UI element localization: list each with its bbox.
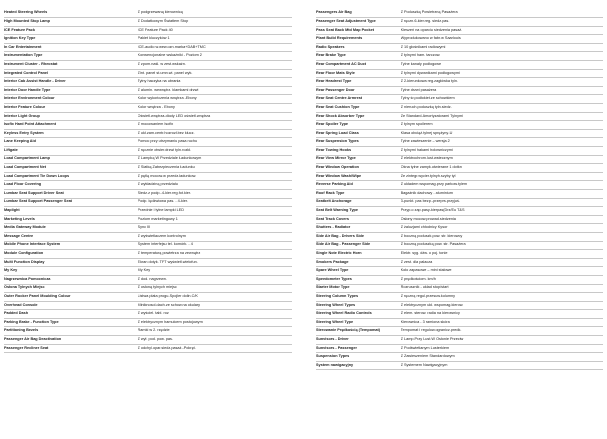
spec-name: Rear View Mirror Type (316, 155, 401, 164)
spec-value: Kieszeń na oparciu siedzenia pasaż. (401, 26, 603, 35)
spec-value: Ekran dotyk. TFT wyświetl.wielofun. (138, 258, 292, 267)
spec-name: Seat Belt Warning Type (316, 207, 401, 216)
spec-value: Z Podświetlanym Lusterkiem (401, 344, 603, 353)
spec-value: ICE Feature Pack 40 (138, 26, 292, 35)
spec-value: Listwa plata progu-Spojler dolin.C/K (138, 293, 292, 302)
spec-row (4, 104, 292, 113)
spec-value: Z Systemem Nawigacyjnym (401, 361, 603, 370)
spec-value: Poziom marketingowy 1 (138, 215, 292, 224)
spec-value: Z ręcznie otwier.drzwi tyln.rozkł. (138, 147, 292, 156)
spec-value: Z odchyl.opar.siedz.pasaż.-Pokręt. (138, 344, 292, 353)
spec-name: Lumbar Seat Support Driver Seat (4, 189, 138, 198)
spec-row (316, 284, 603, 293)
spec-name: Rear Floor Mats Style (316, 69, 401, 78)
spec-row (316, 241, 603, 250)
spec-name: Rear Shock Absorber Type (316, 112, 401, 121)
spec-row (316, 181, 603, 190)
spec-row (4, 310, 292, 319)
spec-name: Rear Seat Centre Armrest (316, 95, 401, 104)
spec-name: Lumbar Seat Support Passenger Seat (4, 198, 138, 207)
spec-value: Z ukł.zam.centr.hozrozł.bez klucz. (138, 129, 292, 138)
spec-row (316, 69, 603, 78)
spec-name: Nagrzewnica Pomocnicza (4, 275, 138, 284)
spec-value: Z zpom.naśl. w zest.wskaźn. (138, 61, 292, 70)
spec-name: Steering Wheel Types (316, 301, 401, 310)
spec-row (4, 52, 292, 61)
spec-name: Seat Track Covers (316, 215, 401, 224)
spec-value: Przednie i tylne lampki LED (138, 207, 292, 216)
spec-row (316, 52, 603, 61)
spec-row (316, 361, 603, 370)
spec-row (316, 129, 603, 138)
spec-row (316, 327, 603, 336)
spec-row (316, 353, 603, 362)
spec-row (4, 241, 292, 250)
spec-value: Z tylnymi dywanikami podłogowymi (401, 69, 603, 78)
spec-name: Overhead Console (4, 301, 138, 310)
spec-row (316, 275, 603, 284)
spec-name: Side Air Bag - Drivers Side (316, 232, 401, 241)
spec-value: Z elektrycznym hamulcem postojowym (138, 318, 292, 327)
spec-row (316, 344, 603, 353)
spec-value: Z Lamp.Przy Lust.W Osłonie Przeciw (401, 336, 603, 345)
spec-row (316, 138, 603, 147)
spec-row (4, 215, 292, 224)
spec-name: Module Configuration (4, 250, 138, 259)
spec-value: Z wykładziną przedziału (138, 181, 292, 190)
spec-name: Heated Steering Wheels (4, 9, 138, 18)
spec-row (4, 318, 292, 327)
spec-value: Z osłoną tylnych miejsc (138, 284, 292, 293)
spec-name: Maplight (4, 207, 138, 216)
spec-row (316, 155, 603, 164)
spec-row (4, 172, 292, 181)
spec-value: Sync III (138, 224, 292, 233)
spec-value: Z elem. sterow. radia na kierownicy (401, 310, 603, 319)
spec-value: 3-punkt. pas bezp.-przeprs.przyjuś. (401, 198, 603, 207)
spec-row (316, 18, 603, 27)
spec-value: Przyp.o zap.pasy-kierpas(Drz/Eu T&S (401, 207, 603, 216)
spec-value: Z 10 głośnikami radiowymi (401, 43, 603, 52)
spec-value: Podp. lędźwiowa pas. - 4-kier. (138, 198, 292, 207)
spec-name: Radio Speakers (316, 43, 401, 52)
spec-name: Single Note Electric Horn (316, 250, 401, 259)
spec-row (4, 181, 292, 190)
spec-value: Z Zawieszeniem Standardowym (401, 353, 603, 362)
left-spec-table (4, 9, 292, 353)
spec-name: Instrument Cluster - Rheostat (4, 61, 138, 70)
spec-name: Rear Passenger Door (316, 86, 401, 95)
spec-value: Tylne kanały podłogowe (401, 61, 603, 70)
spec-value: Z wyświetlaczem kontrolnym (138, 232, 292, 241)
spec-name: High Mounted Stop Lamp (4, 18, 138, 27)
spec-value: Z boczną poduszką pow. str. Pasażera (401, 241, 603, 250)
spec-name: Passenger Recliner Seat (4, 344, 138, 353)
spec-name: Interior Cab Assist Handle - Driver (4, 78, 138, 87)
spec-value: Ramki w 2. rzędzie (138, 327, 292, 336)
spec-value: Z boczną poduszk.pow. str. kierowcy (401, 232, 603, 241)
spec-value: Bagażnik dachowy - aluminium (401, 189, 603, 198)
spec-row (316, 104, 603, 113)
spec-value: Tylne zawieszenie – wersja 2 (401, 138, 603, 147)
spec-row (4, 284, 292, 293)
spec-value: Z dod. nagrzewn. (138, 275, 292, 284)
spec-row (316, 215, 603, 224)
spec-row (316, 61, 603, 70)
spec-value: Z zest. dla palacza (401, 258, 603, 267)
spec-name: Rear Brake Type (316, 52, 401, 61)
spec-row (316, 198, 603, 207)
spec-row (316, 164, 603, 173)
spec-value: Miniknosol.dach.ze schow.na okulary (138, 301, 292, 310)
spec-name: Outer Rocker Panel Moulding Colour (4, 293, 138, 302)
spec-row (4, 95, 292, 104)
spec-value: Z mocowaniem Isofix (138, 121, 292, 130)
spec-row (4, 327, 292, 336)
spec-name: Passengers Air Bag (316, 9, 401, 18)
spec-name: Multi Function Display (4, 258, 138, 267)
spec-value: My Key (138, 267, 292, 276)
spec-name: Liftgate (4, 147, 138, 156)
spec-name: System nawigacyjny (316, 361, 401, 370)
spec-value: Z temperaturą powietrza na zewnątrz (138, 250, 292, 259)
spec-row (4, 207, 292, 216)
spec-value: Z podgrzewaną kierownicą (138, 9, 292, 18)
spec-name: Steering Column Types (316, 293, 401, 302)
spec-name: Passenger Seat Adjustment Type (316, 18, 401, 27)
spec-row (316, 207, 603, 216)
spec-row (316, 26, 603, 35)
spec-name: Sunvisors - Passenger (316, 344, 401, 353)
right-spec-column (316, 9, 603, 370)
spec-value: Z elektrochrom.lust.wstecznym (401, 155, 603, 164)
spec-row (4, 61, 292, 70)
spec-value: Kierownica - 3 ramiona skóra (401, 318, 603, 327)
spec-row (316, 95, 603, 104)
spec-value: Z tylnymi hakami holowniczymi (401, 147, 603, 156)
spec-name: In Car Entertainment (4, 43, 138, 52)
spec-value: Konwencjonalne wskaźniki - Poziom 2 (138, 52, 292, 61)
spec-value: Z żaluzjami chłodnicy Kysor (401, 224, 603, 233)
spec-name: Passenger Air Bag Deactivation (4, 336, 138, 345)
spec-value: Z prędkościom. km/h (401, 275, 603, 284)
spec-name: Interior Door Handle Type (4, 86, 138, 95)
spec-value: Koło zapasowe – mini stalowe (401, 267, 603, 276)
spec-name: Load Compartment Net (4, 164, 138, 173)
spec-value: Z pętlą mocow.w przedz.ładunkow. (138, 172, 292, 181)
spec-name: Isofix Hard Point Attachment (4, 121, 138, 130)
spec-value: Zint. panel st.umn.wi. panel wyk. (138, 69, 292, 78)
spec-name: Interior Light Group (4, 112, 138, 121)
spec-row (4, 336, 292, 345)
spec-row (4, 224, 292, 233)
spec-name: Sunvisors - Driver (316, 336, 401, 345)
spec-name: Speedometer Types (316, 275, 401, 284)
spec-value: Z 2-kierunkowa reg.zagłówka tyln. (401, 78, 603, 87)
spec-row (316, 112, 603, 121)
spec-name: Rear Window Wash/Wipe (316, 172, 401, 181)
spec-name: Padded Dash (4, 310, 138, 319)
spec-row (316, 318, 603, 327)
spec-name: Rear Spoiler Type (316, 121, 401, 130)
spec-row (316, 172, 603, 181)
spec-value: Z Siatką Zabezpieczenia Ładunku (138, 164, 292, 173)
spec-name: Interior Environment Colour (4, 95, 138, 104)
spec-value: Z elektrycznym ukł. wspomag.kierow. (401, 301, 603, 310)
spec-row (4, 147, 292, 156)
spec-name: Rear Seat Cushion Type (316, 104, 401, 113)
spec-value: Okna tylne zamyk.otwierane 1 dotkn (401, 164, 603, 173)
spec-row (4, 9, 292, 18)
spec-value: Osłony mocow.prowad.siedzenia (401, 215, 603, 224)
spec-name: Mobile Phone Interface System (4, 241, 138, 250)
spec-name: Steering Wheel Radio Controls (316, 310, 401, 319)
spec-row (4, 155, 292, 164)
spec-row (4, 86, 292, 95)
spec-row (4, 164, 292, 173)
spec-value: Z nieruch.poduszką tyln.siedz. (401, 104, 603, 113)
spec-name: Keyless Entry System (4, 129, 138, 138)
spec-name: Sterowanie Prędkością (Tempomat) (316, 327, 401, 336)
spec-row (4, 18, 292, 27)
spec-value: Z ręczną regul.przesuw.kolumny (401, 293, 603, 302)
spec-name: Osłona Tylnych Miejsc (4, 284, 138, 293)
spec-row (4, 344, 292, 353)
spec-name: Seatbelt Anchorage (316, 198, 401, 207)
spec-value: Ze Standard.Amortyzatorami Tylnymi (401, 112, 603, 121)
spec-name: Suspension Types (316, 353, 401, 362)
spec-row (4, 301, 292, 310)
spec-value: ICE-audio w.wew.ozn.marka+DAB+TMC (138, 43, 292, 52)
spec-name: Spare Wheel Type (316, 267, 401, 276)
spec-row (316, 78, 603, 87)
spec-name: Partitioning Bezels (4, 327, 138, 336)
spec-row (316, 43, 603, 52)
spec-row (316, 310, 603, 319)
spec-value: Rozrusznik - układ stop/start (401, 284, 603, 293)
spec-row (4, 189, 292, 198)
spec-name: Integrated Control Panel (4, 69, 138, 78)
spec-name: Media Gateway Module (4, 224, 138, 233)
spec-value: Tylny śr.podłokiet.ze schowkiem (401, 95, 603, 104)
spec-row (4, 78, 292, 87)
spec-row (4, 138, 292, 147)
spec-value: Tempomat i regulow.ogranicz.predk. (401, 327, 603, 336)
left-spec-column (4, 9, 292, 353)
spec-value: Z Lampką W Przedziale Ładunkowym (138, 155, 292, 164)
spec-name: Roof Rack Type (316, 189, 401, 198)
spec-name: Load Compartment Lamp (4, 155, 138, 164)
spec-row (4, 198, 292, 207)
spec-name: Plant Build Requirements (316, 35, 401, 44)
spec-row (316, 86, 603, 95)
spec-name: Starter Motor Type (316, 284, 401, 293)
spec-name: Ignition Key Type (4, 35, 138, 44)
spec-name: Reverse Parking Aid (316, 181, 401, 190)
spec-row (316, 250, 603, 259)
spec-row (316, 232, 603, 241)
spec-value: Z tylnym spoilerem (401, 121, 603, 130)
spec-name: Rear Suspension Types (316, 138, 401, 147)
spec-value: Z ręczn.6-kier.reg. siedz.pas. (401, 18, 603, 27)
spec-name: Rear Headrest Type (316, 78, 401, 87)
spec-row (4, 69, 292, 78)
spec-name: Steering Wheel Type (316, 318, 401, 327)
spec-value: Kolor wnętrza - Ebony (138, 104, 292, 113)
spec-row (316, 121, 603, 130)
spec-row (316, 336, 603, 345)
spec-value: Tylne drzwi pasażera (401, 86, 603, 95)
spec-row (316, 189, 603, 198)
spec-name: Lane Keeping Aid (4, 138, 138, 147)
spec-value: Pakiet kluczyków 1 (138, 35, 292, 44)
spec-name: Load Floor Covering (4, 181, 138, 190)
spec-name: Message Centre (4, 232, 138, 241)
spec-name: ICE Feature Pack (4, 26, 138, 35)
spec-value: Pomoc przy utrzymaniu pasa ruchu (138, 138, 292, 147)
spec-row (316, 301, 603, 310)
spec-row (4, 293, 292, 302)
spec-value: Oświetl.wnętrza-diody LED oświetl.wnętrza (138, 112, 292, 121)
spec-value: Z wyściel. tabl. roz (138, 310, 292, 319)
spec-row (4, 275, 292, 284)
spec-row (316, 9, 603, 18)
spec-value: Klasa obciąż.tylnej sprężyny-U (401, 129, 603, 138)
spec-name: My Key (4, 267, 138, 276)
spec-row (316, 35, 603, 44)
spec-name: Interior Feature Colour (4, 104, 138, 113)
spec-value: Z alumin. wewnętrz. klamkami drzwi (138, 86, 292, 95)
spec-row (316, 147, 603, 156)
spec-row (4, 121, 292, 130)
spec-value: Kolor wykończenia wnętrza -Ebony (138, 95, 292, 104)
spec-name: Smokers Package (316, 258, 401, 267)
spec-name: Parking Brake - Function Type (4, 318, 138, 327)
right-spec-table (316, 9, 603, 370)
spec-name: Rear Towing Hooks (316, 147, 401, 156)
spec-row (4, 26, 292, 35)
spec-row (4, 112, 292, 121)
spec-value: Z wył. pod. pow. pas. (138, 336, 292, 345)
spec-name: Rear Compartment AC Duct (316, 61, 401, 70)
spec-row (316, 224, 603, 233)
spec-value: System interfejsu tel. komórk. - 4 (138, 241, 292, 250)
spec-name: Pass Seat Back Mtd Map Pocket (316, 26, 401, 35)
spec-name: Shutters - Radiator (316, 224, 401, 233)
spec-row (4, 129, 292, 138)
spec-value: Ze zintegr.wycier.tylnyh.szyby tyl (401, 172, 603, 181)
spec-row (4, 35, 292, 44)
spec-row (4, 232, 292, 241)
spec-value: Z Dodatkowym Światłem Stop (138, 18, 292, 27)
spec-name: Rear Spring Load Class (316, 129, 401, 138)
spec-value: Wyprodukowano w fabr.w Saarlouis (401, 35, 603, 44)
spec-row (4, 258, 292, 267)
spec-row (316, 293, 603, 302)
spec-name: Instrumentation Type (4, 52, 138, 61)
spec-value: Elektr. syg. dźw. o poj. tonie (401, 250, 603, 259)
spec-name: Load Compartment Tie Down Loops (4, 172, 138, 181)
spec-row (4, 43, 292, 52)
spec-row (4, 267, 292, 276)
spec-value: Z tylnymi ham. tarczow. (401, 52, 603, 61)
spec-row (316, 267, 603, 276)
spec-value: Tylny haczyka na ubrania (138, 78, 292, 87)
spec-value: Z Poduszką Powietrzną Pasażera (401, 9, 603, 18)
spec-name: Side Air Bag - Passenger Side (316, 241, 401, 250)
spec-row (4, 250, 292, 259)
spec-value: Z układem wspomag.przy parkow.tylem (401, 181, 603, 190)
spec-row (316, 258, 603, 267)
spec-value: Siedz.z podp.-4-kier.reg.fot.kier. (138, 189, 292, 198)
spec-name: Marketing Levels (4, 215, 138, 224)
spec-name: Rear Window Operation (316, 164, 401, 173)
